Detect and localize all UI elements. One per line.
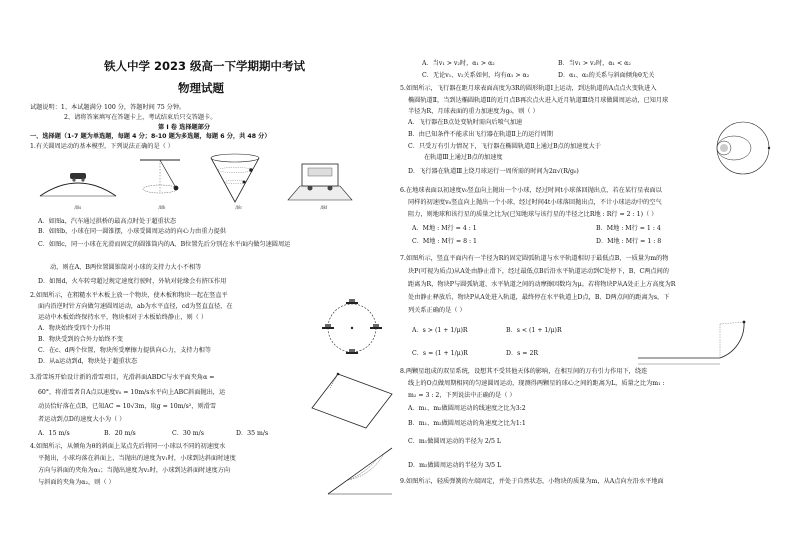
- q3-stem-line4: 者运动到点D的速度大小为（ ）: [38, 416, 126, 423]
- q6-stem-line1: 6.在地球表面以初速度v₀竖直向上抛出一个小球，经过时间t小球落回抛出点，若在某行星表面以: [400, 187, 662, 194]
- q1-option-a: A．如图a，汽车通过拱桥的最高点时处于超重状态: [38, 218, 177, 225]
- q2-stem-line1: 2.如图所示，在粗糙水平木板上放一个物块，使木板和物块一起在竖直平: [30, 292, 228, 299]
- q2-option-b: B．物块受到的合外力始终不变: [38, 336, 123, 343]
- q1-option-c-line1: C．如图c，同一小球在光滑而固定的圆锥筒内的A、B位置先后分别在水平面内做匀速圆周运: [38, 241, 291, 248]
- q2-stem-line3: 运动中木板始终保持水平，物块相对于木板始终静止，则（ ）: [38, 314, 208, 321]
- q1-option-b: B．如图b，小球在同一圆锥摆，小球受圆周运动的向心力由重力提供: [38, 228, 226, 235]
- q4-stem-line4: 与斜面的夹角为α₂，则（ ）: [38, 479, 115, 486]
- q7-stem-line5: 列关系正确的是（ ）: [408, 307, 466, 314]
- q1-stem: 1.有关圆周运动的基本模型，下列说法正确的是（ ）: [30, 143, 174, 150]
- exam-subject: 物理试题: [178, 81, 224, 95]
- q4-option-a: A．当v₁ > v₂时，α₁ > α₂: [422, 60, 495, 67]
- q3-figure-inclined-plane: [308, 368, 398, 432]
- q1-figure-conical-pendulum: [130, 156, 190, 204]
- q1-caption-b: 图b: [158, 206, 166, 211]
- q8-option-d: D．m₂做圆周运动的半径为 3/5 L: [408, 462, 502, 469]
- q3-option-d: D．35 m/s: [236, 430, 269, 437]
- q1-caption-a: 图a: [74, 206, 82, 211]
- q4-stem-line2: 平抛出，小球均落在斜面上，当抛出的速度为v₁时，小球到达斜面时速度: [38, 455, 236, 462]
- exam-title: 铁人中学 2023 级高一下学期期中考试: [104, 59, 306, 73]
- q3-stem-line2: 60°，将滑雪者自A点以速度v₀ = 10m/s水平向上ABC斜面抛出，运: [38, 389, 226, 396]
- q4-option-d: D．α₁、α₂的关系与斜面倾角θ无关: [558, 72, 655, 79]
- q6-option-d: D．M地 : M行 = 1 : 8: [596, 238, 662, 245]
- q1-option-d: D．如图d，火车转弯超过规定速度行驶时，外轨对轮缘会有挤压作用: [38, 278, 227, 285]
- q6-stem-line3: 阻力，则地球和该行星的质量之比为(已知地球与该行星的半径之比R地 : R行 = 2 : 1)（ ）: [408, 211, 658, 218]
- q1-caption-d: 图d: [320, 206, 328, 211]
- q8-stem-line2: 线上的O点做周期相同的匀速圆周运动，现测得两颗星的球心之间的距离为L，质量之比为m₁ :: [408, 380, 665, 387]
- q4-stem-line1: 4.如图所示，从倾角为θ的斜面上某点先后将同一小球以不同的初速度水: [30, 443, 226, 450]
- q5-option-c-line2: 在轨道Ⅲ上通过B点的加速度: [424, 154, 503, 161]
- q3-option-a: A．15 m/s: [38, 430, 70, 437]
- q7-stem-line1: 7.如图所示，竖直平面内有一半径为R的固定圆弧轨道与水平轨道相切于最低点B，一质量为m的物: [400, 255, 669, 262]
- q2-option-d: D．从a运动到d，物块处于超重状态: [38, 358, 138, 365]
- q3-stem-line1: 3.滑雪场开始设计新的滑雪项目，光滑斜面ABDC与水平面夹角α =: [30, 374, 215, 381]
- q7-option-b: B．s < (1 + 1/μ)R: [506, 327, 562, 334]
- q1-option-c-line2: 动，则在A、B两位置圆锥筒对小球的支持力大小不相等: [50, 264, 202, 271]
- q3-stem-line3: 动员恰好落在点B，已知AC = 10√3m，取g = 10m/s²，则滑雪: [38, 403, 217, 410]
- q1-figure-train-curve: [280, 156, 360, 204]
- q6-option-b: B．M地 : M行 = 1 : 4: [596, 225, 661, 232]
- q7-option-d: D．s = 2R: [506, 350, 539, 357]
- q6-option-a: A．M地 : M行 = 4 : 1: [412, 225, 477, 232]
- q5-stem-line1: 5.如图所示，飞行器在距月球表面高度为3R的圆形轨道Ⅰ上运动，到达轨道的A点点火变轨进入: [400, 85, 657, 92]
- q7-option-a: A．s > (1 + 1/μ)R: [412, 327, 468, 334]
- q8-option-b: B．m₁、m₂做圆周运动的角速度之比为1:1: [408, 420, 526, 427]
- q4-option-b: B．当v₁ > v₂时，α₁ < α₂: [558, 60, 631, 67]
- q5-option-d: D．飞行器在轨道Ⅲ上绕月球运行一周所需的时间为2π√(R/g₀): [408, 168, 579, 175]
- q1-figure-cone: [205, 152, 265, 206]
- q3-option-c: C．30 m/s: [172, 430, 204, 437]
- q5-option-a: A．飞行器在B点处变轨时需向后喷气加速: [408, 119, 523, 126]
- q7-stem-line4: 处由静止释放后，物块P从A处进入轨道，最终停在水平轨道上D点，B、D两点间的距离为s，下: [408, 294, 670, 301]
- q1-figure-car-bridge: [38, 156, 118, 204]
- q2-stem-line2: 面内沿逆时针方向做匀速圆周运动，ab为水平直径，cd为竖直直径，在: [38, 303, 233, 310]
- q6-option-c: C．M地 : M行 = 8 : 1: [412, 238, 477, 245]
- q4-figure-incline-projectile: [324, 440, 396, 498]
- q8-option-c: C．m₁做圆周运动的半径为 2/5 L: [408, 438, 501, 445]
- q2-option-a: A．物块始终受四个力作用: [38, 325, 111, 332]
- q7-stem-line3: 距离为R，物块P与圆弧轨道、水平轨道之间的动摩擦因数均为μ。若将物块P从A处正上方高度为R: [408, 281, 676, 288]
- q3-option-b: B．20 m/s: [104, 430, 136, 437]
- q8-option-a: A．m₁、m₂做圆周运动的线速度之比为3:2: [408, 405, 526, 412]
- q2-option-c: C．在c、d两个位置，物块所受摩擦力提供向心力，支持力相等: [38, 347, 212, 354]
- q4-option-c: C．无论v₁、v₂关系如何，均有α₁ > α₂: [422, 72, 530, 79]
- exam-info-line1: 试题说明：1、本试题满分 100 分，答题时间 75 分钟。: [30, 104, 186, 111]
- section1-title: 一、选择题（1-7 题为单选题，每题 4 分；8-10 题为多选题，每题 6 分，共 48 分）: [30, 133, 271, 140]
- q8-stem-line3: m₂ = 3 : 2，下列说法中正确的是（ ）: [408, 392, 516, 399]
- q8-stem-line1: 8.两颗星组成的双星系统，设想其不受其他天体的影响，在相互间的万有引力作用下，绕连: [400, 368, 648, 375]
- q5-stem-line2: 椭圆轨道Ⅱ，当到达椭圆轨道Ⅱ的近月点B再次点火进入近月轨道Ⅲ绕月球做圆周运动，已知月球: [408, 97, 669, 104]
- part1-title: 第 I 卷 选择题部分: [158, 124, 211, 131]
- q9-stem: 9.如图所示，轻质弹簧的左端固定，并处于自然状态，小物块的质量为m，从A点向左沿水平地面: [400, 478, 664, 485]
- q2-figure-circle-board: [315, 296, 389, 360]
- q7-option-c: C．s = (1 + 1/μ)R: [412, 350, 468, 357]
- exam-info-line2: 2、请将答案填写在答题卡上，考试结束后只交答题卡。: [64, 114, 217, 121]
- q6-stem-line2: 同样的初速度v₀竖直向上抛出一个小球，经过时间4t小球落回抛出点，不计小球运动中的空气: [408, 199, 662, 206]
- q5-figure-orbits: [710, 118, 776, 180]
- q1-caption-c: 图c: [235, 206, 243, 211]
- q4-stem-line3: 方向与斜面的夹角为α₁；当抛出速度为v₂时，小球到达斜面时速度方向: [38, 467, 231, 474]
- q5-option-b: B．由已知条件不能求出飞行器在轨道Ⅱ上的运行周期: [408, 131, 553, 138]
- q5-option-c-line1: C．只受万有引力情况下，飞行器在椭圆轨道Ⅱ上通过B点的加速度大于: [408, 143, 601, 150]
- q5-stem-line3: 半径为R，月球表面的重力加速度为g₀，则（ ）: [408, 108, 539, 115]
- q7-figure-arc-track: [632, 314, 752, 370]
- q7-stem-line2: 块P(可视为质点)从A处由静止滑下，经过最低点B后沿水平轨道运动到C处停下，B、C两点间的: [408, 268, 669, 275]
